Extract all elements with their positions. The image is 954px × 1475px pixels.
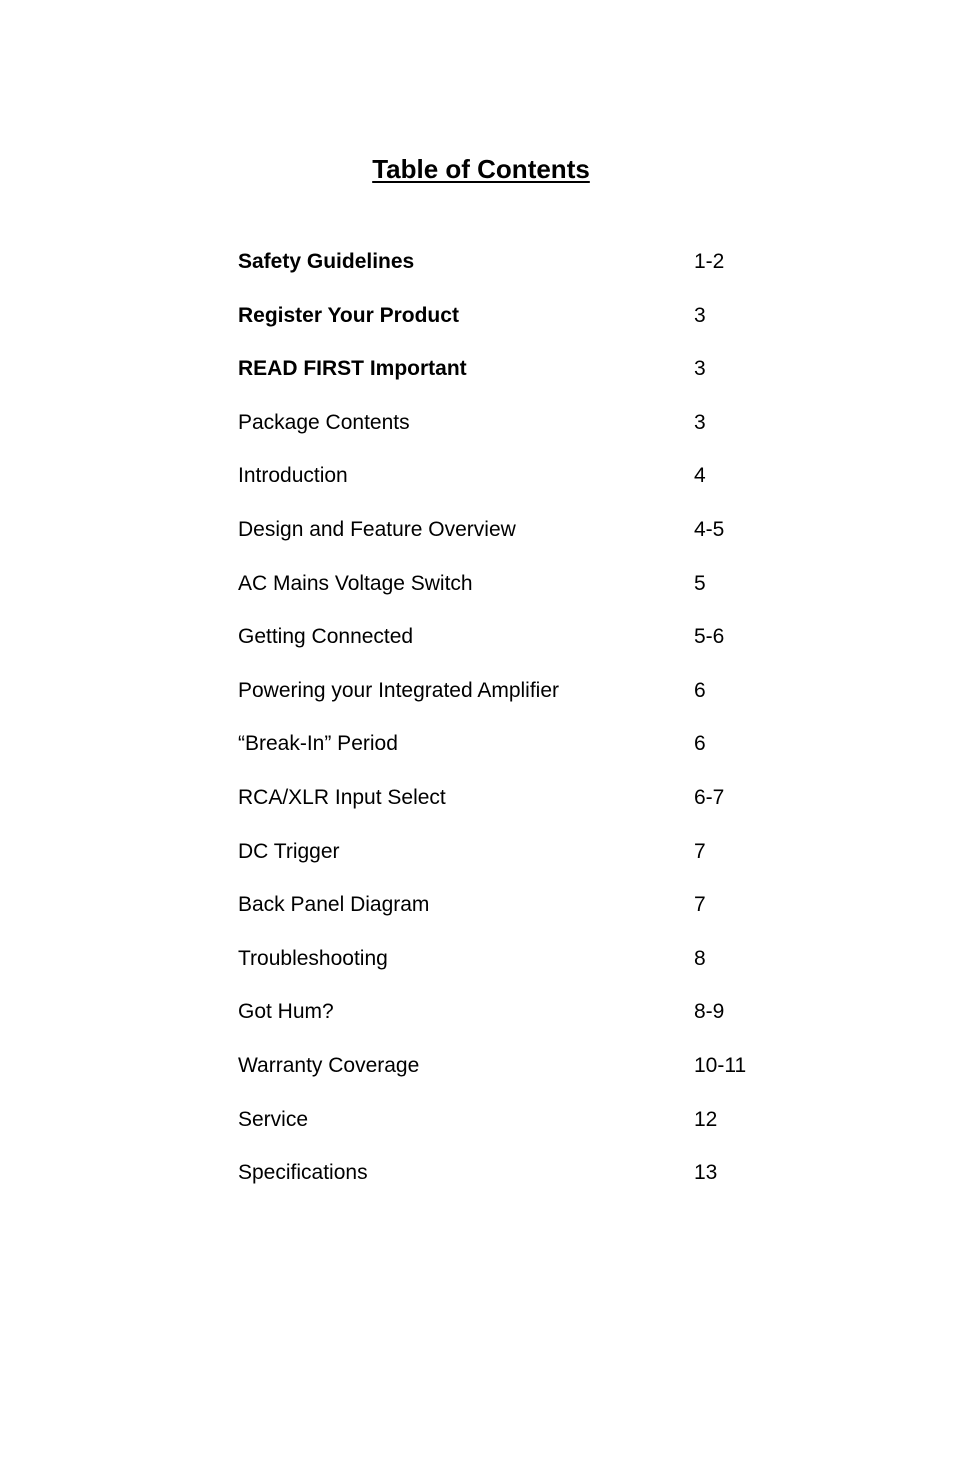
- toc-entry: [238, 994, 798, 1048]
- toc-entry: [238, 1102, 798, 1156]
- toc-entry: [238, 298, 798, 352]
- toc-entry-label: READ FIRST Important: [238, 357, 467, 381]
- toc-entry-pages: 1-2: [694, 250, 725, 273]
- toc-entry-label: Troubleshooting: [238, 946, 388, 970]
- toc-entry-pages: 8-9: [694, 1000, 725, 1024]
- toc-entry: [238, 512, 798, 566]
- toc-entry-label: Powering your Integrated Amplifier: [238, 678, 559, 702]
- toc-entry-pages: 7: [694, 839, 706, 863]
- toc-entry-pages: 3: [694, 303, 706, 327]
- toc-entry-pages: 4: [694, 464, 706, 488]
- toc-entry: [238, 780, 798, 834]
- toc-entry-label: RCA/XLR Input Select: [238, 785, 446, 809]
- toc-entry: [238, 405, 798, 459]
- toc-entry-pages: 7: [694, 893, 706, 917]
- toc-entry-label: Back Panel Diagram: [238, 893, 430, 917]
- toc-entry: [238, 351, 798, 405]
- toc-entry-pages: 5-6: [694, 625, 725, 649]
- toc-entry-pages: 10-11: [694, 1053, 747, 1077]
- toc-entry-pages: 3: [694, 357, 706, 381]
- toc-entry-pages: 6-7: [694, 785, 725, 809]
- toc-entry: [238, 619, 798, 673]
- toc-entry: [238, 458, 798, 512]
- toc-entry-label: “Break-In” Period: [238, 732, 398, 756]
- toc-entry: [238, 244, 798, 298]
- toc-entry-label: Introduction: [238, 464, 348, 488]
- toc-entry: [238, 1155, 798, 1209]
- toc-entry-pages: 13: [694, 1161, 718, 1185]
- toc-entry-pages: 6: [694, 678, 706, 702]
- toc-entry: [238, 673, 798, 727]
- toc-entry-label: Package Contents: [238, 410, 410, 434]
- toc-entry-label: AC Mains Voltage Switch: [238, 571, 473, 595]
- toc-entry-pages: 6: [694, 732, 706, 756]
- toc-entry-label: Register Your Product: [238, 303, 459, 327]
- toc-entry: [238, 1048, 798, 1102]
- toc-entry-pages: 8: [694, 946, 706, 970]
- toc-list: [238, 244, 798, 1209]
- toc-entry: [238, 726, 798, 780]
- toc-entry-label: Service: [238, 1107, 309, 1131]
- toc-entry: [238, 887, 798, 941]
- toc-entry-label: Design and Feature Overview: [238, 517, 516, 541]
- toc-entry-pages: 3: [694, 410, 706, 434]
- toc-entry: [238, 941, 798, 995]
- toc-entry-pages: 12: [694, 1107, 718, 1131]
- toc-entry-label: Specifications: [238, 1161, 368, 1185]
- toc-entry-label: DC Trigger: [238, 839, 340, 863]
- toc-entry-label: Getting Connected: [238, 625, 414, 649]
- toc-entry-label: Warranty Coverage: [238, 1053, 420, 1077]
- toc-entry-pages: 5: [694, 571, 706, 595]
- toc-entry-label: Got Hum?: [238, 1000, 334, 1024]
- toc-entry: [238, 566, 798, 620]
- page-title: Table of Contents: [372, 154, 590, 185]
- toc-entry-pages: 4-5: [694, 517, 725, 541]
- toc-entry-label: Safety Guidelines: [238, 250, 415, 273]
- toc-entry: [238, 834, 798, 888]
